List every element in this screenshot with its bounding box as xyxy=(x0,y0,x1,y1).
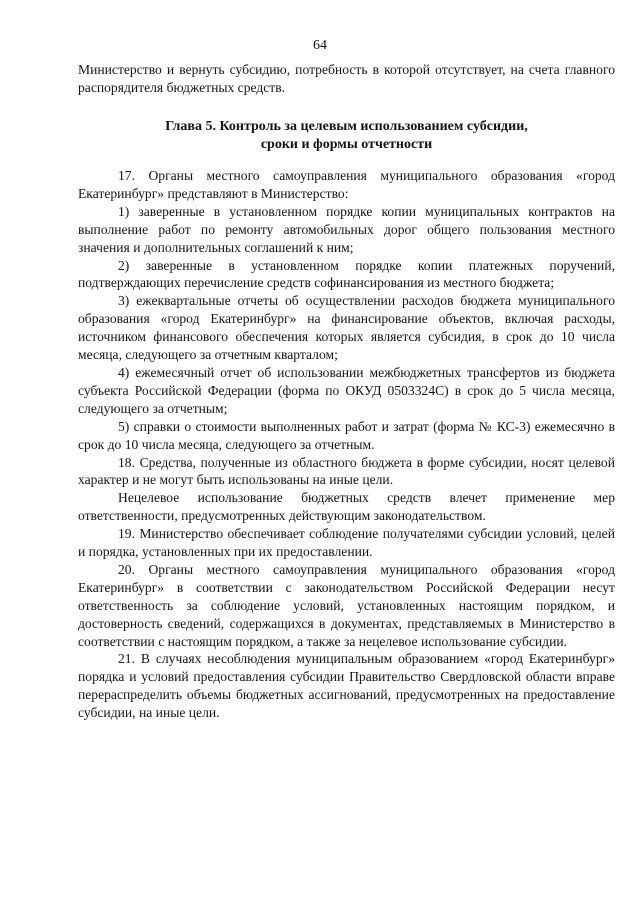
chapter-heading xyxy=(78,118,615,154)
chapter-title-line-2: сроки и формы отчетности xyxy=(260,137,433,152)
paragraph-17-item-3: 3) ежеквартальные отчеты об осуществлении расходов бюджета муниципального образования «город Екатеринбург» на финансирование объектов, включая расходы, источником финансового обеспечения которых является субсидия, в срок до 10 числа месяца, следующего за отчетным кварталом; xyxy=(78,293,615,363)
paragraph-20: 20. Органы местного самоуправления муниципального образования «город Екатеринбург» в соответствии с законодательством Российской Федерации несут ответственность за соблюдение условий, установленных настоящим порядком, и достоверность сведений, содержащихся в документах, представляемых в Министерство в соответствии с настоящим порядком, а также за нецелевое использование субсидии. xyxy=(78,561,615,649)
paragraph-19: 19. Министерство обеспечивает соблюдение получателями субсидии условий, целей и порядка, установленных при их предоставлении. xyxy=(78,526,615,560)
chapter-title-line-1: Глава 5. Контроль за целевым использованием субсидии, xyxy=(165,119,528,134)
paragraph-21: 21. В случаях несоблюдения муниципальным образованием «город Екатеринбург» порядка и условий предоставления субсидии Правительство Свердловской области вправе перераспределить объемы бюджетных ассигнований, предусмотренных на предоставление субсидии, на иные цели. xyxy=(78,651,615,721)
paragraph-17-item-5: 5) справки о стоимости выполненных работ и затрат (форма № КС-3) ежемесячно в срок до 10 числа месяца, следующего за отчетным. xyxy=(78,418,615,452)
body-text xyxy=(78,167,615,722)
paragraph-18-continued: Нецелевое использование бюджетных средств влечет применение мер ответственности, предусмотренных действующим законодательством. xyxy=(78,490,615,524)
paragraph-18: 18. Средства, полученные из областного бюджета в форме субсидии, носят целевой характер и не могут быть использованы на иные цели. xyxy=(78,454,615,488)
intro-paragraph: Министерство и вернуть субсидию, потребность в которой отсутствует, на счета главного распорядителя бюджетных средств. xyxy=(78,62,615,95)
page-number: 64 xyxy=(313,38,327,53)
paragraph-17: 17. Органы местного самоуправления муниципального образования «город Екатеринбург» представляют в Министерство: xyxy=(78,168,615,201)
paragraph-17-item-1: 1) заверенные в установленном порядке копии муниципальных контрактов на выполнение работ по ремонту автомобильных дорог общего пользования местного значения и дополнительных соглашений к ним; xyxy=(78,203,615,255)
paragraph-17-item-2: 2) заверенные в установленном порядке копии платежных поручений, подтверждающих перечисление средств софинансирования из местного бюджета; xyxy=(78,257,615,291)
intro-paragraph-block xyxy=(78,61,615,97)
paragraph-17-item-4: 4) ежемесячный отчет об использовании межбюджетных трансфертов из бюджета субъекта Российской Федерации (форма по ОКУД 0503324С) в срок до 5 числа месяца, следующего за отчетным; xyxy=(78,364,615,416)
